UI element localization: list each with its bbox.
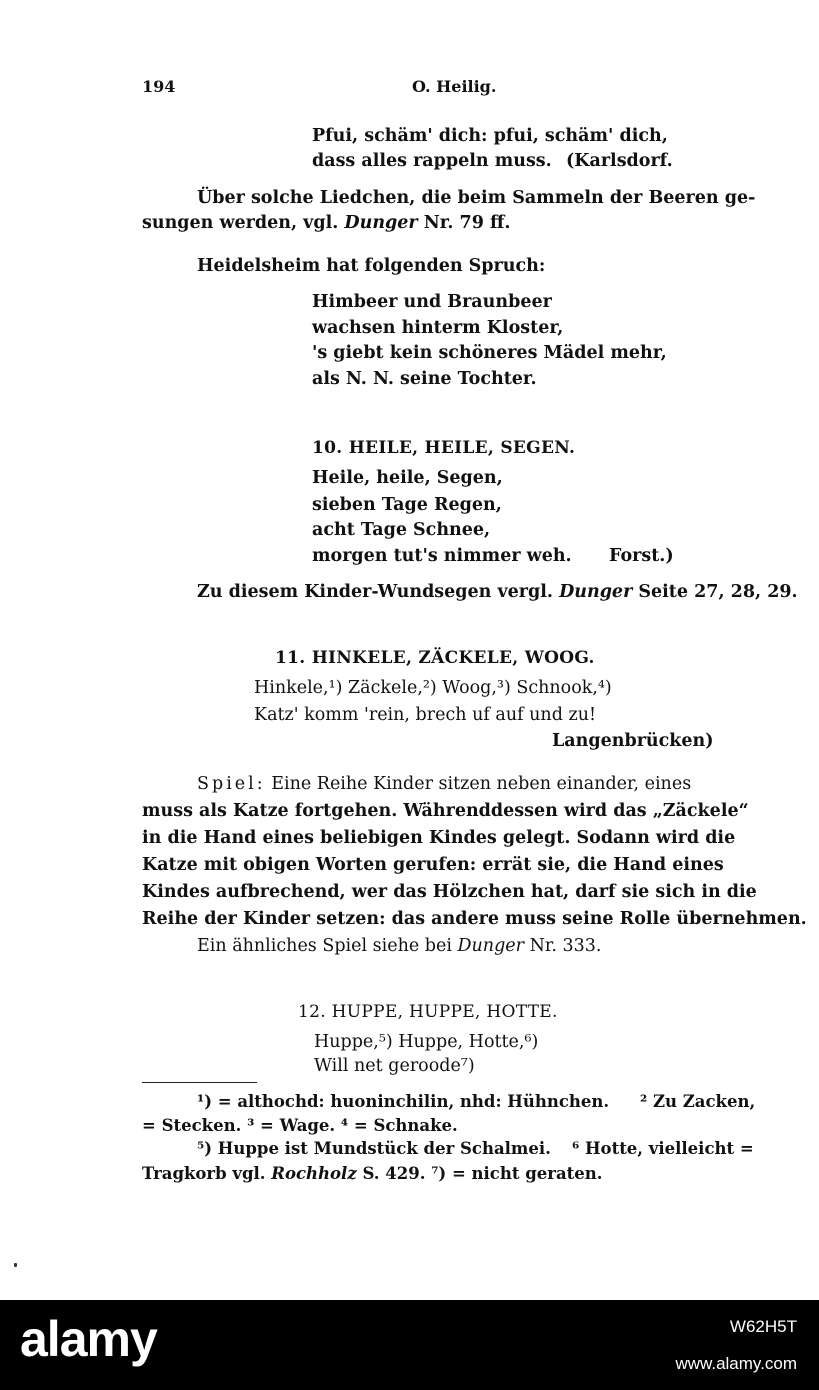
page-number: 194 [142,77,176,96]
watermark-url: www.alamy.com [675,1354,797,1373]
alamy-logo: alamy [20,1311,157,1367]
footnote-1b: ² Zu Zacken, [640,1092,756,1111]
para-d-line-5: Kindes aufbrechend, wer das Hölzchen hat, darf sie sich in die [142,882,757,902]
section-10-line-2: sieben Tage Regen, [312,495,502,515]
poem-b-line-1: Himbeer und Braunbeer [312,292,552,312]
para-d-line-4: Katze mit obigen Worten gerufen: errät sie, die Hand eines [142,855,724,875]
section-10-line-4: morgen tut's nimmer weh. [312,546,572,566]
para-d-line-6: Reihe der Kinder setzen: das andere muss seine Rolle übernehmen. [142,909,807,929]
dunger-reference: Dunger [559,582,633,602]
dunger-reference: Dunger [344,213,418,233]
para-d-line-2: muss als Katze fortgehen. Währenddessen wird das „Zäckele“ [142,801,749,821]
poem-a-place: (Karlsdorf. [566,151,673,171]
running-title: O. Heilig. [412,77,497,96]
footnote-4: Tragkorb vgl. Rochholz S. 429. ⁷) = nicht geraten. [142,1164,603,1183]
para-a-line-2: sungen werden, vgl. Dunger Nr. 79 ff. [142,213,511,233]
section-11-line-1: Hinkele,¹) Zäckele,²) Woog,³) Schnook,⁴) [254,678,612,698]
section-12-line-2: Will net geroode⁷) [314,1056,475,1076]
watermark-bar [0,1300,819,1390]
section-10-place: Forst.) [609,546,674,566]
dunger-reference: Dunger [457,936,524,956]
section-10-line-3: acht Tage Schnee, [312,520,491,540]
ink-speck [14,1263,17,1267]
para-d-line-1: Spiel: Eine Reihe Kinder sitzen neben einander, eines [197,774,692,794]
poem-b-line-2: wachsen hinterm Kloster, [312,318,564,338]
spiel-label: Spiel: [197,774,266,794]
para-d-line-3: in die Hand eines beliebigen Kindes gelegt. Sodann wird die [142,828,736,848]
section-11-place: Langenbrücken) [552,731,714,751]
section-11-line-2: Katz' komm 'rein, brech uf auf und zu! [254,705,596,725]
section-12-heading: 12. HUPPE, HUPPE, HOTTE. [298,1002,558,1022]
footnote-3b: ⁶ Hotte, vielleicht = [572,1139,754,1158]
footnote-2: = Stecken. ³ = Wage. ⁴ = Schnake. [142,1116,458,1135]
footnote-1a: ¹) = althochd: huoninchilin, nhd: Hühnchen. [197,1092,610,1111]
para-a-line-1: Über solche Liedchen, die beim Sammeln der Beeren ge- [197,188,756,208]
para-d-line-7: Ein ähnliches Spiel siehe bei Dunger Nr. 333. [197,936,602,956]
para-c: Zu diesem Kinder-Wundsegen vergl. Dunger Seite 27, 28, 29. [197,582,798,602]
poem-a-line-1: Pfui, schäm' dich: pfui, schäm' dich, [312,126,668,146]
poem-b-line-3: 's giebt kein schöneres Mädel mehr, [312,343,667,363]
footnote-3a: ⁵) Huppe ist Mundstück der Schalmei. [197,1139,551,1158]
section-10-heading: 10. HEILE, HEILE, SEGEN. [312,438,576,458]
section-11-heading: 11. HINKELE, ZÄCKELE, WOOG. [275,648,595,668]
para-b-line-1: Heidelsheim hat folgenden Spruch: [197,256,546,276]
poem-b-line-4: als N. N. seine Tochter. [312,369,537,389]
poem-a-line-2: dass alles rappeln muss. [312,151,552,171]
rochholz-reference: Rochholz [271,1164,357,1183]
footnote-separator [142,1082,257,1083]
section-12-line-1: Huppe,⁵) Huppe, Hotte,⁶) [314,1032,539,1052]
image-id: W62H5T [729,1317,797,1336]
section-10-line-1: Heile, heile, Segen, [312,468,503,488]
